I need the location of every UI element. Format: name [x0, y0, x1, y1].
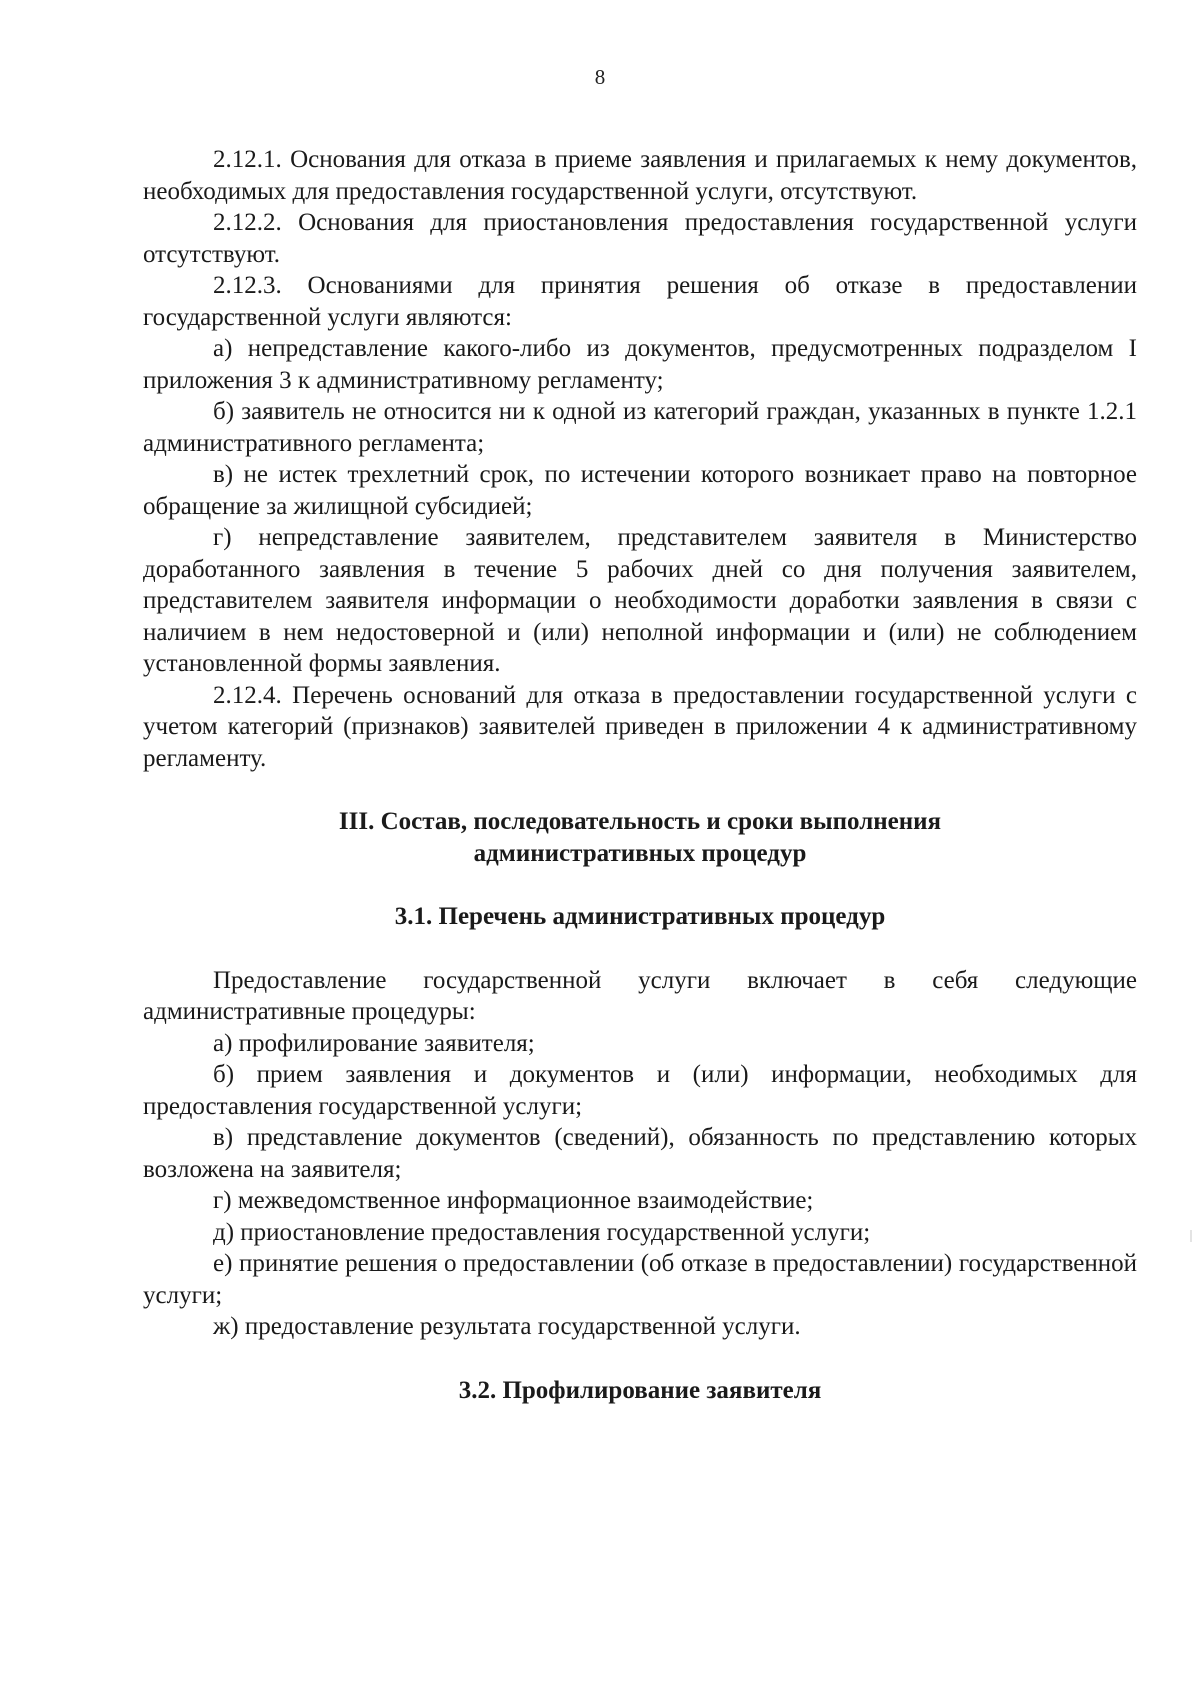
procedure-item-e: е) принятие решения о предоставлении (об отказе в предоставлении) государственной услуги;	[143, 1250, 1137, 1309]
subheading-3-1: 3.1. Перечень административных процедур	[394, 903, 886, 930]
procedures-intro: Предоставление государственной услуги включает в себя следующие административные процедуры:	[143, 966, 1137, 1025]
list-item-v: в) не истек трехлетний срок, по истечении которого возникает право на повторное обращение за жилищной субсидией;	[143, 461, 1137, 520]
document-body	[143, 144, 1137, 1406]
procedure-item-d: д) приостановление предоставления государственной услуги;	[213, 1218, 871, 1246]
paragraph-2-12-1: 2.12.1. Основания для отказа в приеме заявления и прилагаемых к нему документов, необходимых для предоставления государственной услуги, отсутствуют.	[143, 146, 1137, 205]
section-heading-line-1: III. Состав, последовательность и сроки выполнения	[338, 808, 942, 835]
procedure-item-a: а) профилирование заявителя;	[213, 1029, 535, 1057]
paragraph-2-12-4: 2.12.4. Перечень оснований для отказа в предоставлении государственной услуги с учетом категорий (признаков) заявителей приведен в приложении 4 к административному регламенту.	[143, 681, 1137, 772]
subheading-3-2: 3.2. Профилирование заявителя	[458, 1376, 822, 1404]
scan-artifact	[1190, 1230, 1192, 1242]
procedure-item-zh: ж) предоставление результата государственной услуги.	[213, 1313, 801, 1340]
list-item-g: г) непредставление заявителем, представителем заявителя в Министерство доработанного заявления в течение 5 рабочих дней со дня получения заявителем, представителем заявителя информации о необходимости доработки заявления в связи с наличием в нем недостоверной и (или) неполной информации и (или) не соблюдением установленной формы заявления.	[143, 524, 1137, 677]
paragraph-2-12-2: 2.12.2. Основания для приостановления предоставления государственной услуги отсутствуют.	[143, 209, 1137, 268]
procedure-item-v: в) представление документов (сведений), обязанность по представлению которых возложена на заявителя;	[143, 1124, 1137, 1183]
page-number: 8	[594, 65, 606, 89]
section-heading-line-2: административных процедур	[473, 839, 807, 867]
procedure-item-g: г) межведомственное информационное взаимодействие;	[213, 1187, 814, 1214]
procedure-item-b: б) прием заявления и документов и (или) информации, необходимых для предоставления государственной услуги;	[143, 1061, 1137, 1120]
section-heading	[143, 806, 1137, 869]
paragraph-2-12-3: 2.12.3. Основаниями для принятия решения об отказе в предоставлении государственной услуги являются:	[143, 272, 1137, 331]
list-item-b: б) заявитель не относится ни к одной из категорий граждан, указанных в пункте 1.2.1 административного регламента;	[143, 398, 1137, 457]
list-item-a: а) непредставление какого-либо из документов, предусмотренных подразделом I приложения 3 к административному регламенту;	[143, 335, 1137, 394]
